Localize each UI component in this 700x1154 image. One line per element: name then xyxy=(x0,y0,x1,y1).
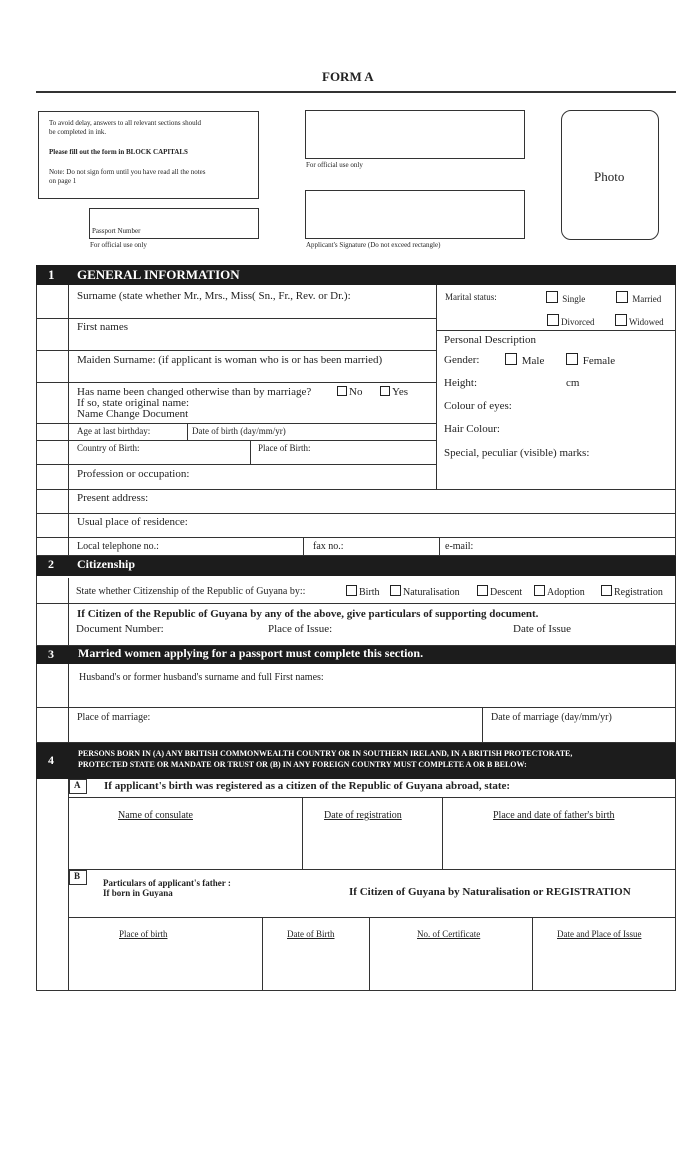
section-1-number: 1 xyxy=(48,267,55,282)
citizenship-question: State whether Citizenship of the Republic of Guyana by:: xyxy=(76,586,306,597)
cm-label: cm xyxy=(566,377,580,389)
female-checkbox[interactable] xyxy=(566,353,578,365)
row-line xyxy=(36,464,436,465)
local-telephone-label: Local telephone no.: xyxy=(77,541,159,552)
father-particulars-label: Particulars of applicant's father : xyxy=(103,878,231,888)
section-4-title-line-2: PROTECTED STATE OR MANDATE OR TRUST OR (B) IN ANY FOREIGN COUNTRY MUST COMPLETE A OR B BELOW: xyxy=(78,760,527,769)
section-3-number: 3 xyxy=(48,647,54,661)
citizenship-birth[interactable] xyxy=(346,585,380,598)
naturalisation-registration-label: If Citizen of Guyana by Naturalisation or REGISTRATION xyxy=(349,886,631,898)
naturalisation-checkbox[interactable] xyxy=(390,585,401,596)
row-line xyxy=(69,797,676,798)
adoption-option-label: Adoption xyxy=(547,587,585,598)
row-line xyxy=(36,603,676,604)
b-divider-3 xyxy=(532,917,533,990)
born-in-guyana-label: If born in Guyana xyxy=(103,888,173,898)
male-checkbox[interactable] xyxy=(505,353,517,365)
surname-label: Surname (state whether Mr., Mrs., Miss( Sn., Fr., Rev. or Dr.): xyxy=(77,290,351,302)
divorced-label: Divorced xyxy=(561,317,595,327)
father-birth-label: Place and date of father's birth xyxy=(493,810,615,821)
row-line xyxy=(36,440,436,441)
father-place-of-birth-label: Place of birth xyxy=(119,929,168,939)
profession-label: Profession or occupation: xyxy=(77,468,190,480)
fax-divider xyxy=(439,537,440,555)
delay-note-1: To avoid delay, answers to all relevant sections should xyxy=(49,119,202,127)
citizenship-descent[interactable] xyxy=(477,585,522,598)
citizenship-naturalisation[interactable] xyxy=(390,585,460,598)
row-line xyxy=(36,489,676,490)
name-changed-label: Has name been changed otherwise than by marriage? xyxy=(77,386,312,398)
birth-divider xyxy=(250,440,251,464)
married-checkbox[interactable] xyxy=(616,291,628,303)
husband-name-label: Husband's or former husband's surname and full First names: xyxy=(79,672,324,683)
date-of-marriage-label: Date of marriage (day/mm/yr) xyxy=(491,712,612,723)
naturalisation-option-label: Naturalisation xyxy=(403,587,460,598)
date-of-registration-label: Date of registration xyxy=(324,810,402,821)
row-line xyxy=(36,707,676,708)
number-column-line-3 xyxy=(68,664,69,742)
document-number-label: Document Number: xyxy=(76,623,164,635)
birth-checkbox[interactable] xyxy=(346,585,357,596)
widowed-label: Widowed xyxy=(629,317,664,327)
marital-married[interactable] xyxy=(616,291,661,305)
marital-status-label: Marital status: xyxy=(445,292,497,302)
single-checkbox[interactable] xyxy=(546,291,558,303)
marital-single[interactable] xyxy=(546,291,585,305)
citizenship-adoption[interactable] xyxy=(534,585,585,598)
sign-note-2: on page 1 xyxy=(49,177,77,185)
row-line xyxy=(36,537,676,538)
height-label: Height: xyxy=(444,377,477,389)
country-of-birth-label: Country of Birth: xyxy=(77,443,140,453)
maiden-surname-label: Maiden Surname: (if applicant is woman who is or has been married) xyxy=(77,354,383,366)
descent-option-label: Descent xyxy=(490,587,523,598)
row-line xyxy=(36,350,436,351)
name-changed-yes[interactable] xyxy=(380,386,408,398)
descent-checkbox[interactable] xyxy=(477,585,488,596)
original-name-label: If so, state original name: xyxy=(77,397,190,409)
number-column-line-2 xyxy=(68,578,69,646)
gender-label: Gender: xyxy=(444,354,480,366)
a-divider-2 xyxy=(442,797,443,869)
special-marks-label: Special, peculiar (visible) marks: xyxy=(444,447,590,459)
widowed-checkbox[interactable] xyxy=(615,314,627,326)
passport-number-label: Passport Number xyxy=(92,227,141,235)
hair-colour-label: Hair Colour: xyxy=(444,423,500,435)
title-rule xyxy=(36,91,676,93)
signature-box[interactable] xyxy=(305,190,525,239)
if-citizen-bold: If Citizen of the Republic of Guyana xyxy=(77,608,248,620)
part-a-instruction: If applicant's birth was registered as a citizen of the Republic of Guyana abroad, state: xyxy=(104,780,511,792)
block-capitals-note: Please fill out the form in BLOCK CAPITALS xyxy=(49,148,188,156)
name-of-consulate-label: Name of consulate xyxy=(118,810,193,821)
place-of-issue-label: Place of Issue: xyxy=(268,623,333,635)
photo-label: Photo xyxy=(594,169,625,184)
section-4-number: 4 xyxy=(48,753,54,767)
b-divider-2 xyxy=(369,917,370,990)
certificate-number-label: No. of Certificate xyxy=(417,929,481,939)
section-2-number: 2 xyxy=(48,557,54,571)
no-checkbox[interactable] xyxy=(337,386,347,396)
b-divider-1 xyxy=(262,917,263,990)
row-line xyxy=(69,869,676,870)
frame-right xyxy=(675,285,676,991)
first-names-label: First names xyxy=(77,321,129,333)
citizenship-registration[interactable] xyxy=(601,585,663,598)
if-citizen-rest: by any of the above, give particulars of supporting document. xyxy=(250,608,539,620)
place-of-birth-label: Place of Birth: xyxy=(258,443,311,453)
section-1-title: GENERAL INFORMATION xyxy=(77,267,240,282)
registration-option-label: Registration xyxy=(614,587,663,598)
fax-label: fax no.: xyxy=(313,541,344,552)
marriage-divider xyxy=(482,707,483,742)
birth-option-label: Birth xyxy=(359,587,380,598)
marital-divorced[interactable] xyxy=(547,314,595,328)
father-date-of-birth-label: Date of Birth xyxy=(287,929,335,939)
single-label: Single xyxy=(562,294,586,304)
frame-bottom xyxy=(36,990,676,991)
male-label: Male xyxy=(521,355,545,367)
form-title: FORM A xyxy=(322,69,374,84)
date-of-issue-label: Date of Issue xyxy=(513,623,572,635)
number-column-line-4 xyxy=(68,779,69,991)
gender-female[interactable] xyxy=(566,353,615,367)
signature-label: Applicant's Signature (Do not exceed rectangle) xyxy=(306,241,441,249)
row-line xyxy=(36,513,676,514)
tel-divider xyxy=(303,537,304,555)
name-changed-no[interactable] xyxy=(337,386,362,398)
dob-label: Date of birth (day/mm/yr) xyxy=(192,426,286,436)
number-column-line xyxy=(68,285,69,556)
section-4-title-line-1: PERSONS BORN IN (A) ANY BRITISH COMMONWEALTH COUNTRY OR IN SOUTHERN IRELAND, IN A BRITISH PROTECTORATE, xyxy=(78,749,573,758)
column-divider xyxy=(436,285,437,489)
part-a-label: A xyxy=(74,780,81,790)
marital-widowed[interactable] xyxy=(615,314,664,328)
eye-colour-label: Colour of eyes: xyxy=(444,400,512,412)
gender-male[interactable] xyxy=(505,353,544,367)
official-use-box[interactable] xyxy=(305,110,525,159)
yes-checkbox[interactable] xyxy=(380,386,390,396)
no-label: No xyxy=(349,386,363,398)
section-3-title: Married women applying for a passport must complete this section. xyxy=(78,646,424,660)
marital-divider xyxy=(436,330,676,331)
personal-description-label: Personal Description xyxy=(444,334,536,346)
age-label: Age at last birthday: xyxy=(77,426,151,436)
married-label: Married xyxy=(632,294,662,304)
female-label: Female xyxy=(582,355,616,367)
a-divider-1 xyxy=(302,797,303,869)
registration-checkbox[interactable] xyxy=(601,585,612,596)
row-line xyxy=(69,917,676,918)
divorced-checkbox[interactable] xyxy=(547,314,559,326)
row-line xyxy=(36,318,436,319)
supporting-document-instruction xyxy=(77,608,538,620)
adoption-checkbox[interactable] xyxy=(534,585,545,596)
section-2-title: Citizenship xyxy=(77,557,136,571)
place-of-marriage-label: Place of marriage: xyxy=(77,712,151,723)
date-place-issue-label: Date and Place of Issue xyxy=(557,929,642,939)
name-change-document-label: Name Change Document xyxy=(77,408,189,420)
delay-note-2: be completed in ink. xyxy=(49,128,107,136)
sign-note-1: Note: Do not sign form until you have read all the notes xyxy=(49,168,206,176)
official-use-label: For official use only xyxy=(306,161,363,169)
row-line xyxy=(36,423,436,424)
row-line xyxy=(36,382,436,383)
email-label: e-mail: xyxy=(445,541,474,552)
official-use-label-2: For official use only xyxy=(90,241,147,249)
usual-residence-label: Usual place of residence: xyxy=(77,516,188,528)
age-divider xyxy=(187,423,188,440)
present-address-label: Present address: xyxy=(77,492,149,504)
frame-left xyxy=(36,285,37,991)
yes-label: Yes xyxy=(392,386,409,398)
part-b-label: B xyxy=(74,871,81,881)
